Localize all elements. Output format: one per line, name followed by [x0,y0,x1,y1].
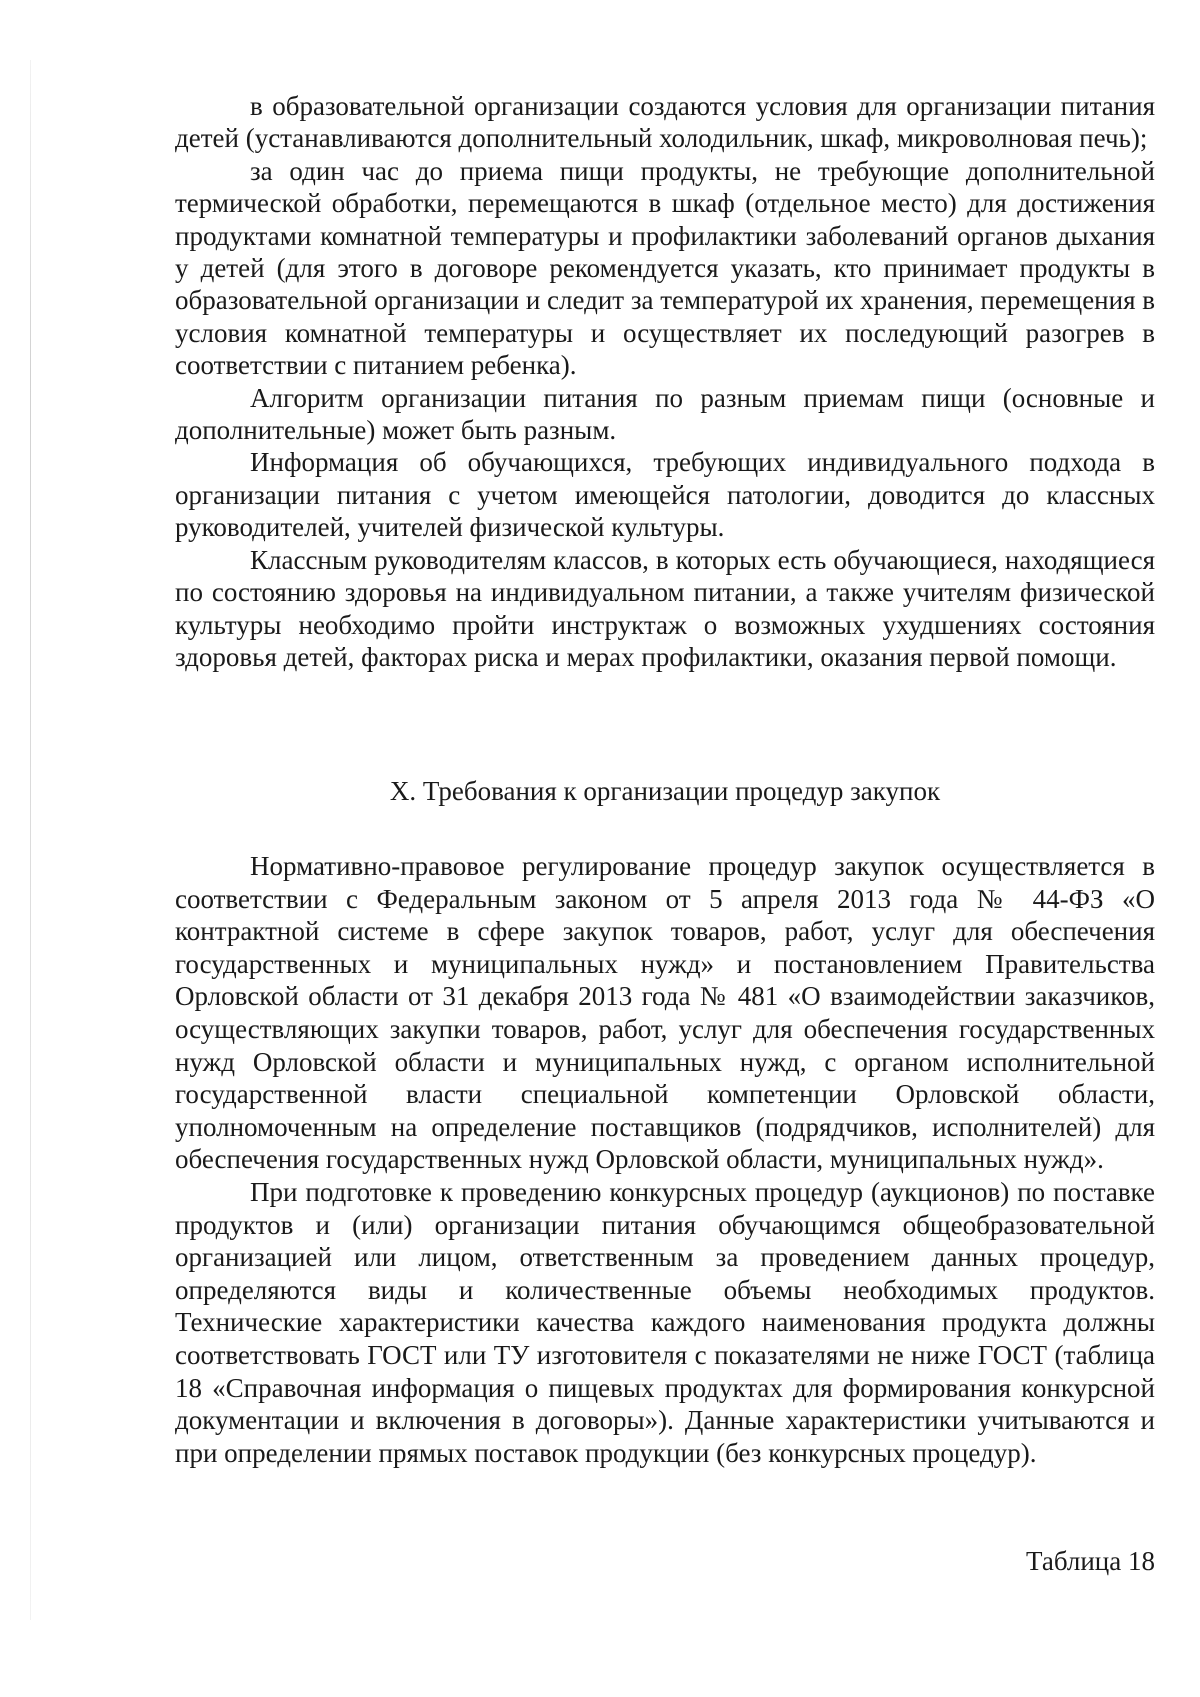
paragraph: в образовательной организации создаются условия для организации питания детей (устанавливаются дополнительный холодильник, шкаф, микроволновая печь); [175,91,1155,154]
table-label: Таблица 18 [1026,1546,1155,1576]
scan-edge-line [30,60,31,1620]
section-heading: X. Требования к организации процедур закупок [389,776,941,806]
paragraph: Классным руководителям классов, в которых есть обучающиеся, находящиеся по состоянию здоровья на индивидуальном питании, а также учителям физической культуры необходимо пройти инструктаж о возможных ухудшениях состояния здоровья детей, факторах риска и мерах профилактики, оказания первой помощи. [175,544,1155,672]
section-text-block [175,850,1155,1469]
paragraph: Информация об обучающихся, требующих индивидуального подхода в организации питания с учетом имеющейся патологии, доводится до классных руководителей, учителей физической культуры. [175,447,1155,543]
paragraph: При подготовке к проведению конкурсных процедур (аукционов) по поставке продуктов и (или) организации питания обучающимся общеобразовательной организацией или лицом, ответственным за проведением данных процедур, определяются виды и количественные объемы необходимых продуктов. Технические характеристики качества каждого наименования продукта должны соответствовать ГОСТ или ТУ изготовителя с показателями не ниже ГОСТ (таблица 18 «Справочная информация о пищевых продуктах для формирования конкурсной документации и включения в договоры»). Данные характеристики учитываются и при определении прямых поставок продукции (без конкурсных процедур). [175,1176,1155,1468]
paragraph: за один час до приема пищи продукты, не требующие дополнительной термической обработки, перемещаются в шкаф (отдельное место) для достижения продуктами комнатной температуры и профилактики заболеваний органов дыхания у детей (для этого в договоре рекомендуется указать, кто принимает продукты в образовательной организации и следит за температурой их хранения, перемещения в условия комнатной температуры и осуществляет их последующий разогрев в соответствии с питанием ребенка). [175,155,1155,381]
paragraph: Нормативно-правовое регулирование процедур закупок осуществляется в соответствии с Федеральным законом от 5 апреля 2013 года № 44-ФЗ «О контрактной системе в сфере закупок товаров, работ, услуг для обеспечения государственных и муниципальных нужд» и постановлением Правительства Орловской области от 31 декабря 2013 года № 481 «О взаимодействии заказчиков, осуществляющих закупки товаров, работ, услуг для обеспечения государственных нужд Орловской области и муниципальных нужд, с органом исполнительной государственной власти специальной компетенции Орловской области, уполномоченным на определение поставщиков (подрядчиков, исполнителей) для обеспечения государственных нужд Орловской области, муниципальных нужд». [175,851,1155,1175]
paragraph: Алгоритм организации питания по разным приемам пищи (основные и дополнительные) может быть разным. [175,382,1155,446]
top-text-block [175,90,1155,673]
